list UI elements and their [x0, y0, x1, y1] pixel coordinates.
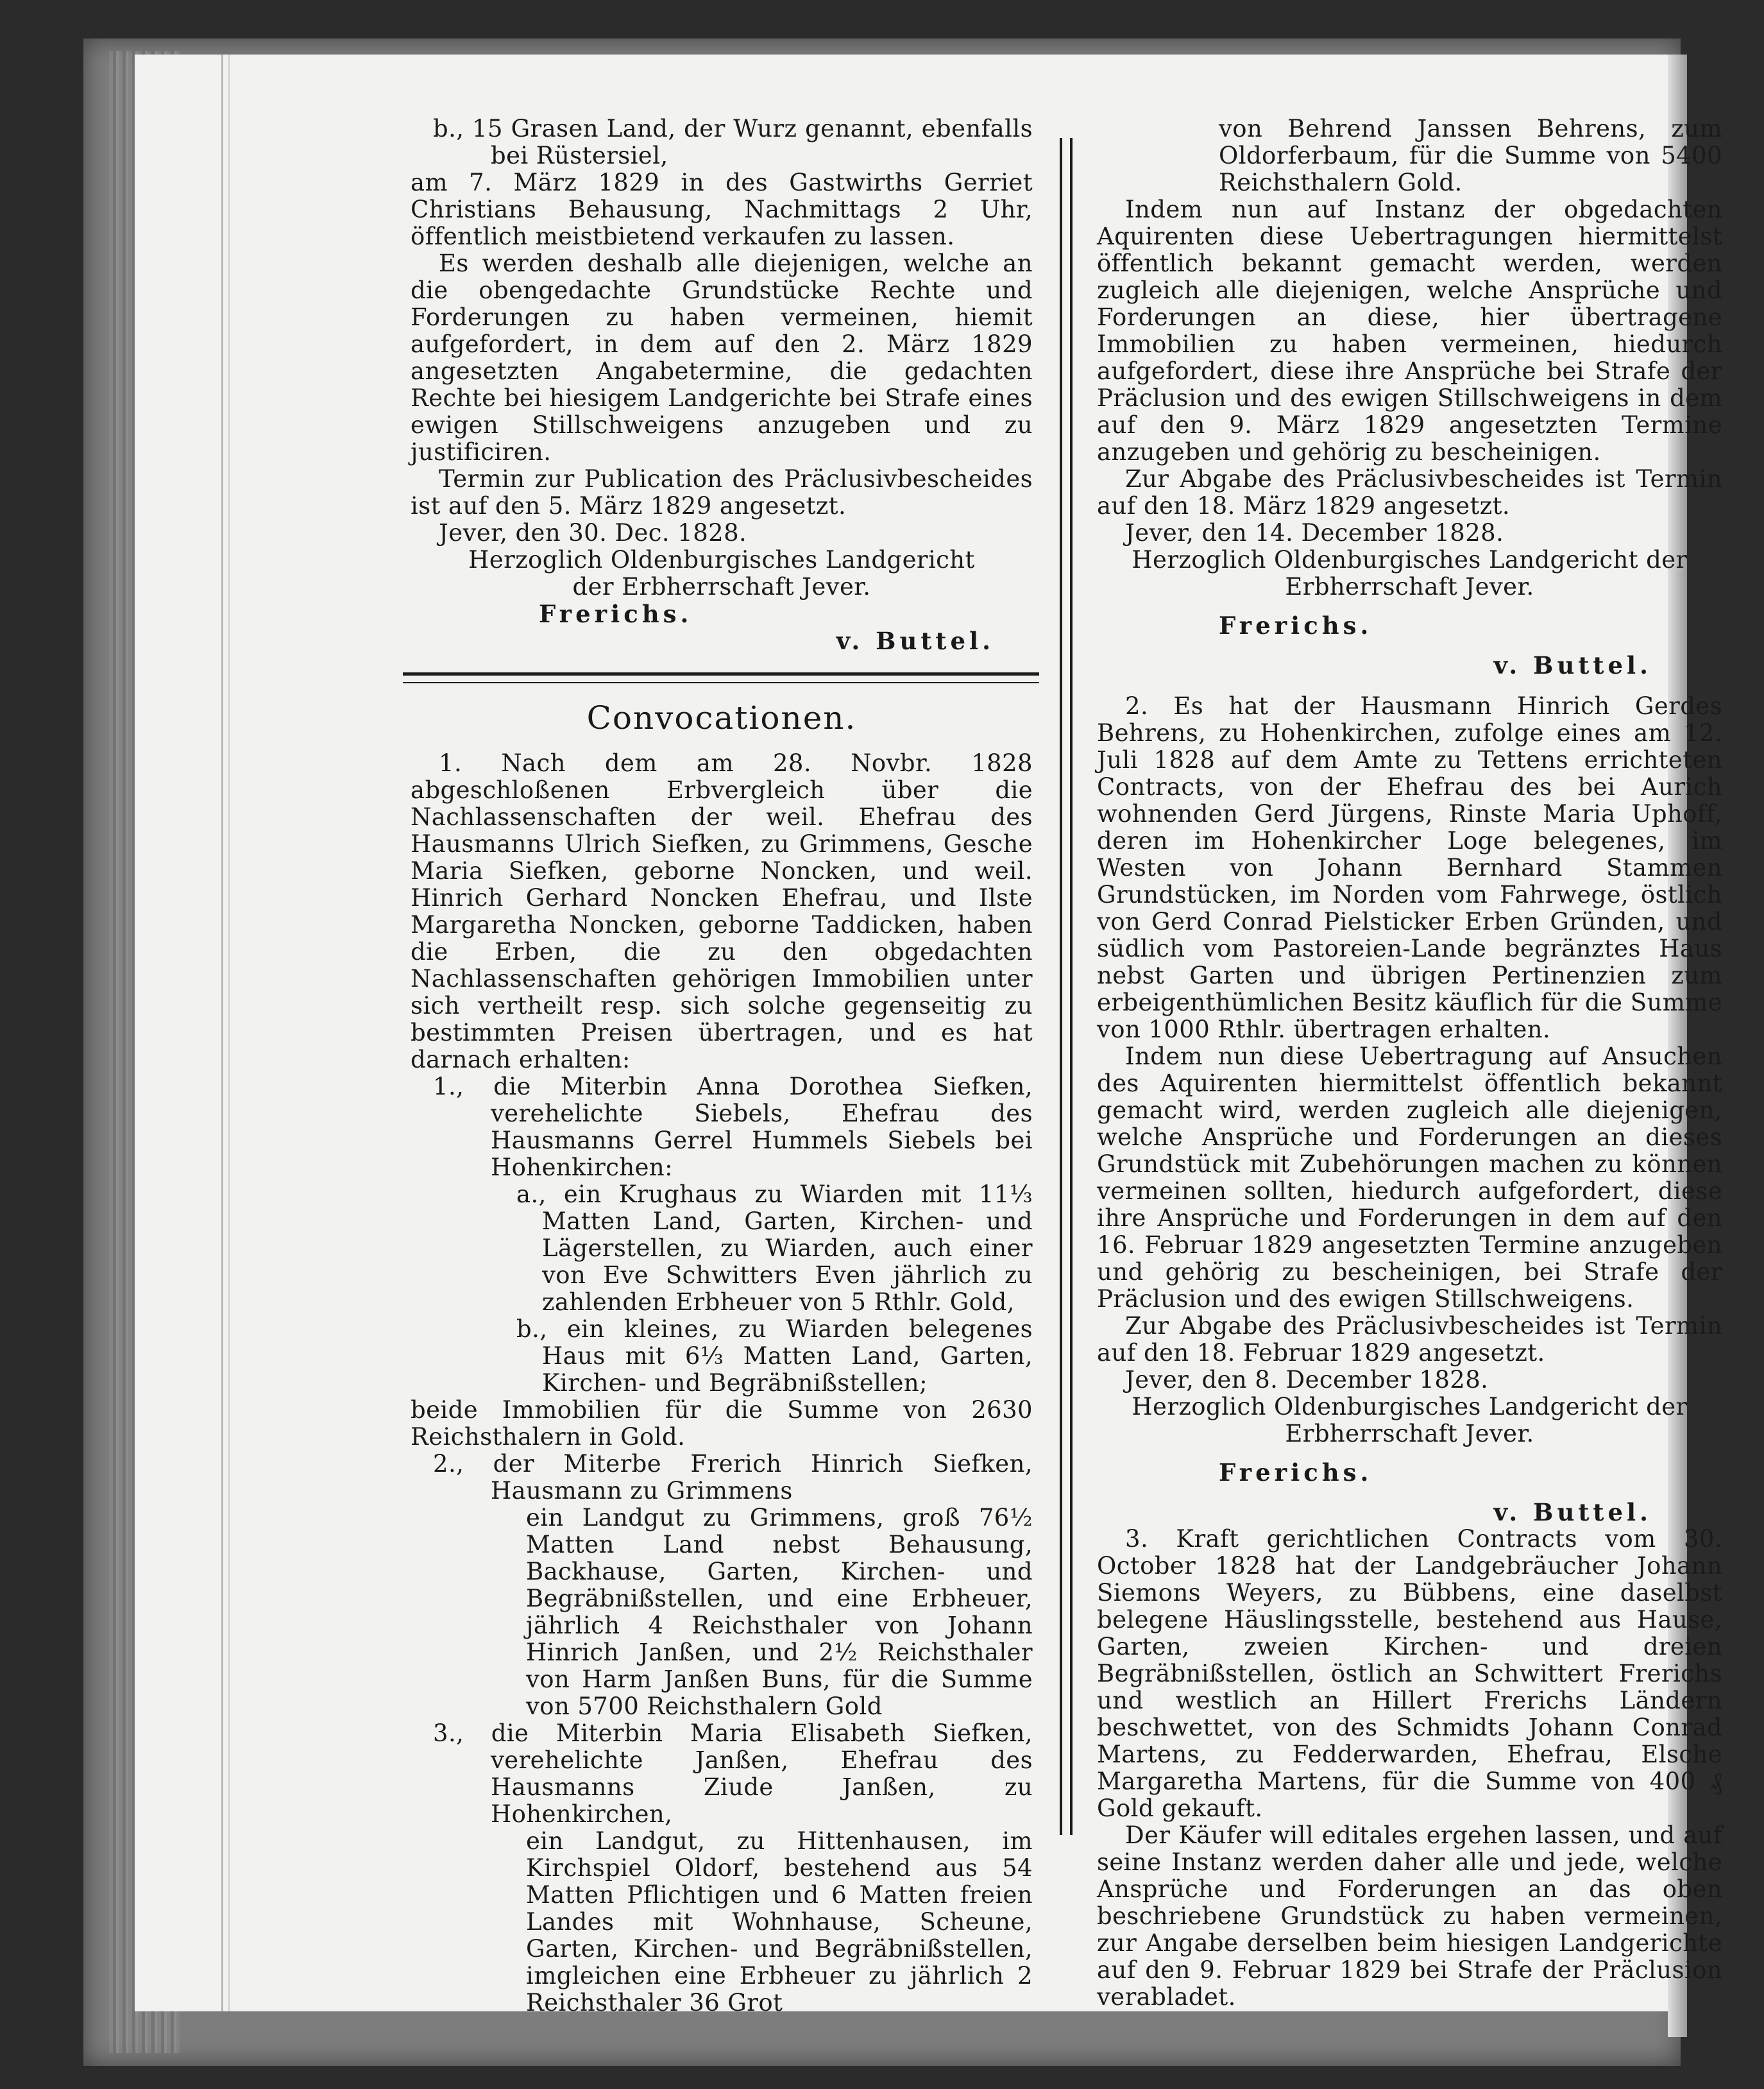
heir-1-sum: beide Immobilien für die Summe von 2630 Reichsthalern in Gold. [411, 1396, 1033, 1451]
court-line-right-2: Erbherrschaft Jever. [1285, 573, 1534, 601]
item-2: 2. Es hat der Hausmann Hinrich Gerdes Behrens, zu Hohenkirchen, zufolge eines am 12. Juli 1828 auf dem Amte zu Tettens errichteten Contracts, von der Ehefrau des bei Aurich wohnenden Gerd Jürgens, Rinste Maria Uphoff, deren im Hohenkircher Loge belegenes, im Westen von Johann Bernhard Stammen Grundstücken, im Norden vom Fahrwege, östlich von Gerd Conrad Pielsticker Erben Gründen, und südlich vom Pastoreien-Lande begränztes Haus nebst Garten und übrigen Pertinenzien zum erbeigenthümlichen Besitz käuflich für die Summe von 1000 Rthlr. übertragen erhalten. [1097, 692, 1722, 1043]
heir-3-text: ein Landgut, zu Hittenhausen, im Kirchspiel Oldorf, bestehend aus 54 Matten Pflichtigen und 6 Matten freien Landes mit Wohnhause, Scheune, Garten, Kirchen- und Begräbnißstellen, imgleichen eine Erbheuer zu jährlich 2 Reichsthaler 36 Grot [526, 1827, 1033, 2017]
section-divider [403, 672, 1039, 683]
item-2-call: Indem nun diese Uebertragung auf Ansuchen des Aquirenten hiermittelst öffentlich bekannt gemacht wird, werden zugleich alle diejenigen, welche Ansprüche und Forderungen an dieses Grundstück mit Zubehörungen machen zu können vermeinen sollten, hiedurch aufgefordert, diese ihre Ansprüche und Forderungen in dem auf den 16. Februar 1829 angesetzten Termine anzugeben und gehörig zu bescheinigen, bei Strafe der Präclusion und des ewigen Stillschweigens. [1097, 1043, 1722, 1313]
court-line-right-1: Herzoglich Oldenburgisches Landgericht der [1132, 546, 1688, 574]
right-column [1097, 115, 1722, 2011]
section-heading: Convocationen. [586, 699, 857, 737]
heir-1: 1., die Miterbin Anna Dorothea Siefken, verehelichte Siebels, Ehefrau des Hausmanns Gerrel Hummels Siebels bei Hohenkirchen: [433, 1073, 1033, 1181]
call-notice-right: Indem nun auf Instanz der obgedachten Aquirenten diese Uebertragungen hiermittelst öffentlich bekannt gemacht werden, werden zugleich alle diejenigen, welche Ansprüche und Forderungen an diese, hier übertragene Immobilien zu haben vermeinen, hiedurch aufgefordert, diese ihre Ansprüche bei Strafe der Präclusion und des ewigen Stillschweigens in dem auf den 9. März 1829 angesetzten Termine anzugeben und gehörig zu bescheinigen. [1097, 196, 1722, 466]
item-3: 3. Kraft gerichtlichen Contracts vom 30. October 1828 hat der Landgebräucher Johann Siemons Weyers, zu Bübbens, eine daselbst belegene Häuslingsstelle, bestehend aus Hause, Garten, zweien Kirchen- und dreien Begräbnißstellen, östlich an Schwittert Frerichs und westlich an Hillert Frerichs Ländern beschwettet, von des Schmidts Johann Conrad Martens, zu Fedderwarden, Ehefrau, Elsche Margaretha Martens, für die Summe von 400 ₰ Gold gekauft. [1097, 1525, 1722, 1822]
item-2-termin: Zur Abgabe des Präclusivbescheides ist Termin auf den 18. Februar 1829 angesetzt. [1097, 1312, 1722, 1367]
column-divider [1060, 138, 1073, 1835]
signature-buttel-right: v. Buttel. [1493, 651, 1652, 679]
termin-notice-right: Zur Abgabe des Präclusivbescheides ist Termin auf den 18. März 1829 angesetzt. [1097, 465, 1722, 520]
item-2-signature-frerichs: Frerichs. [1219, 1458, 1373, 1487]
heir-3: 3., die Miterbin Maria Elisabeth Siefken, verehelichte Janßen, Ehefrau des Hausmanns Ziude Janßen, zu Hohenkirchen, [433, 1719, 1033, 1828]
item-2-court-2: Erbherrschaft Jever. [1285, 1420, 1534, 1447]
termin-notice: Termin zur Publication des Präclusivbescheides ist auf den 5. März 1829 angesetzt. [411, 465, 1033, 520]
convocation-1: 1. Nach dem am 28. Novbr. 1828 abgeschloßenen Erbvergleich über die Nachlassenschaften der weil. Ehefrau des Hausmanns Ulrich Siefken, zu Grimmens, Gesche Maria Siefken, geborne Noncken, und weil. Hinrich Gerhard Noncken Ehefrau, und Ilste Margaretha Noncken, geborne Taddicken, haben die Erben, die zu den obgedachten Nachlassenschaften gehörigen Immobilien unter sich vertheilt resp. sich solche gegenseitig zu bestimmten Preisen übertragen, und es hat darnach erhalten: [411, 749, 1033, 1073]
date-line: Jever, den 30. Dec. 1828. [439, 519, 747, 547]
item-2-date: Jever, den 8. December 1828. [1125, 1366, 1489, 1394]
date-line-right: Jever, den 14. December 1828. [1125, 519, 1504, 547]
sale-notice: am 7. März 1829 in des Gastwirths Gerriet Christians Behausung, Nachmittags 2 Uhr, öffentlich meistbietend verkaufen zu lassen. [411, 169, 1033, 250]
heir-2: 2., der Miterbe Frerich Hinrich Siefken, Hausmann zu Grimmens [433, 1450, 1033, 1505]
left-column [411, 115, 1033, 2017]
item-b: b., 15 Grasen Land, der Wurz genannt, ebenfalls bei Rüstersiel, [433, 115, 1033, 169]
heir-2-text: ein Landgut zu Grimmens, groß 76½ Matten Land nebst Behausung, Backhause, Garten, Kirchen- und Begräbnißstellen, und eine Erbheuer, jährlich 4 Reichsthaler von Johann Hinrich Janßen, und 2½ Reichsthaler von Harm Janßen Buns, für die Summe von 5700 Reichsthalern Gold [526, 1504, 1033, 1720]
item-2-signature-buttel: v. Buttel. [1493, 1498, 1652, 1526]
court-line-1: Herzoglich Oldenburgisches Landgericht [468, 546, 975, 574]
item-2-court-1: Herzoglich Oldenburgisches Landgericht der [1132, 1393, 1688, 1420]
heir-1-b: b., ein kleines, zu Wiarden belegenes Haus mit 6⅓ Matten Land, Garten, Kirchen- und Begräbnißstellen; [516, 1315, 1033, 1397]
signatures [411, 601, 1033, 654]
heir-1-a: a., ein Krughaus zu Wiarden mit 11⅓ Matten Land, Garten, Kirchen- und Lägerstellen, zu Wiarden, auch einer von Eve Schwitters Even jährlich zu zahlenden Erbheuer von 5 Rthlr. Gold, [516, 1181, 1033, 1316]
item-3-call: Der Käufer will editales ergehen lassen, und auf seine Instanz werden daher alle und jede, welche Ansprüche und Forderungen an das oben beschriebene Grundstück zu haben vermeinen, zur Angabe derselben beim hiesigen Landgerichte auf den 9. Februar 1829 bei Strafe der Präclusion verabladet. [1097, 1821, 1722, 2011]
court-line-2: der Erbherrschaft Jever. [572, 573, 871, 601]
signature-frerichs-right: Frerichs. [1219, 611, 1373, 640]
page-gutter-edge [221, 55, 230, 2011]
continued-text: von Behrend Janssen Behrens, zum Oldorferbaum, für die Summe von 5400 Reichsthalern Gold. [1219, 115, 1722, 196]
signature-frerichs: Frerichs. [539, 600, 693, 628]
signature-buttel: v. Buttel. [836, 627, 994, 655]
call-notice: Es werden deshalb alle diejenigen, welche an die obengedachte Grundstücke Rechte und Forderungen zu haben vermeinen, hiemit aufgefordert, in dem auf den 2. März 1829 angesetzten Angabetermine, die gedachten Rechte bei hiesigem Landgerichte bei Strafe eines ewigen Stillschweigens anzugeben und zu justificiren. [411, 250, 1033, 466]
